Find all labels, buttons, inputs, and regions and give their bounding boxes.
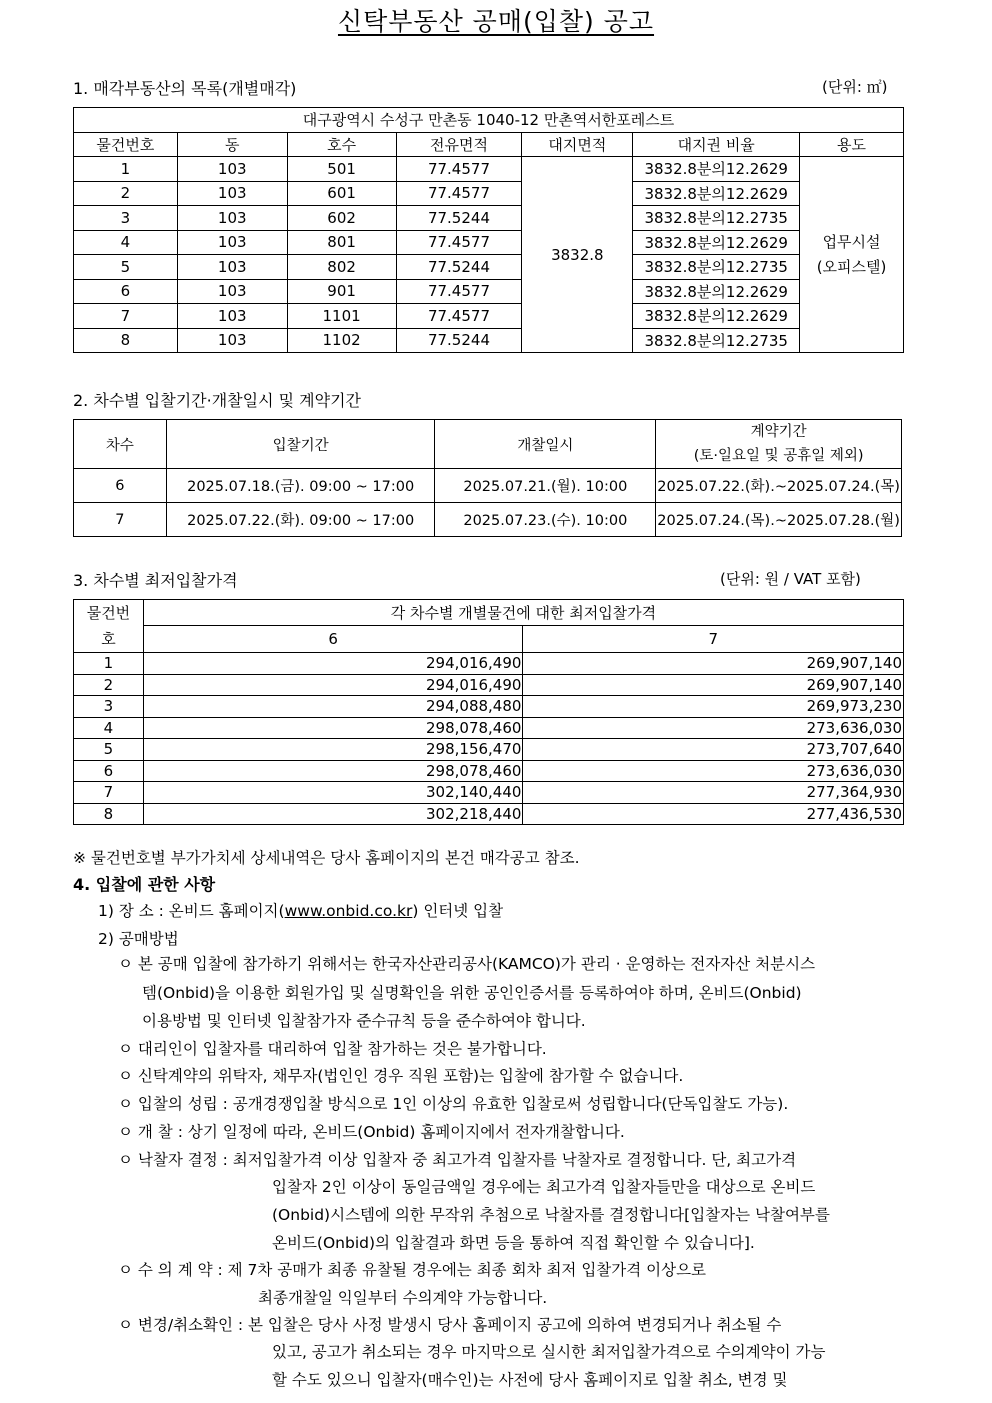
header-no-line2: 호 bbox=[101, 630, 116, 648]
ho-cell: 1101 bbox=[287, 304, 396, 329]
property-no: 4 bbox=[74, 717, 144, 739]
round-header: 6 bbox=[143, 625, 523, 652]
area-cell: 77.5244 bbox=[396, 328, 522, 353]
method-line: ㅇ 본 공매 입찰에 참가하기 위해서는 한국자산관리공사(KAMCO)가 관리 · 운영하는 전자자산 처분시스 bbox=[118, 955, 816, 973]
property-no: 8 bbox=[74, 803, 144, 825]
round-cell: 6 bbox=[74, 469, 167, 503]
section1-heading: 1. 매각부동산의 목록(개별매각) bbox=[73, 79, 297, 98]
section3-unit: (단위: 원 / VAT 포함) bbox=[720, 570, 861, 588]
price-round7: 277,436,530 bbox=[523, 803, 904, 825]
property-no: 7 bbox=[74, 304, 178, 329]
header-cell: 호수 bbox=[287, 132, 396, 157]
price-round7: 273,707,640 bbox=[523, 739, 904, 761]
table-header-row bbox=[74, 132, 904, 157]
property-no: 7 bbox=[74, 782, 144, 804]
ratio-cell: 3832.8분의12.2629 bbox=[633, 181, 800, 206]
property-list-table bbox=[73, 107, 904, 353]
vat-note: ※ 물건번호별 부가가치세 상세내역은 당사 홈페이지의 본건 매각공고 참조. bbox=[73, 849, 580, 867]
area-cell: 77.4577 bbox=[396, 181, 522, 206]
header-cell: 동 bbox=[177, 132, 287, 157]
table-row bbox=[74, 255, 904, 280]
dong-cell: 103 bbox=[177, 328, 287, 353]
table-row bbox=[74, 469, 902, 503]
method-line: (Onbid)시스템에 의한 무작위 추첨으로 낙찰자를 결정합니다[입찰자는 낙찰여부를 bbox=[272, 1206, 830, 1224]
section1-unit: (단위: ㎡) bbox=[822, 78, 888, 96]
price-round6: 302,218,440 bbox=[143, 803, 523, 825]
section4-heading: 4. 입찰에 관한 사항 bbox=[73, 875, 216, 894]
method-line: 온비드(Onbid)의 입찰결과 화면 등을 통하여 직접 확인할 수 있습니다]. bbox=[272, 1234, 755, 1252]
usage-cell bbox=[800, 157, 904, 353]
table-row bbox=[74, 328, 904, 353]
property-no: 1 bbox=[74, 653, 144, 675]
contract-header-line2: (토·일요일 및 공휴일 제외) bbox=[693, 448, 864, 464]
contract-cell: 2025.07.24.(목).~2025.07.28.(월) bbox=[656, 503, 902, 537]
area-cell: 77.5244 bbox=[396, 206, 522, 231]
ho-cell: 801 bbox=[287, 230, 396, 255]
table-row bbox=[74, 760, 904, 782]
method-line: 이용방법 및 인터넷 입찰참가자 준수규칙 등을 준수하여야 합니다. bbox=[142, 1012, 586, 1030]
method-line: ㅇ 낙찰자 결정 : 최저입찰가격 이상 입찰자 중 최고가격 입찰자를 낙찰자로 결정합니다. 단, 최고가격 bbox=[118, 1151, 797, 1169]
method-line: 있고, 공고가 취소되는 경우 마지막으로 실시한 최저입찰가격으로 수의계약이 가능 bbox=[272, 1343, 826, 1361]
table-row bbox=[74, 717, 904, 739]
ratio-cell: 3832.8분의12.2629 bbox=[633, 279, 800, 304]
price-round6: 294,016,490 bbox=[143, 653, 523, 675]
table-row bbox=[74, 279, 904, 304]
place-label: 1) 장 소 : bbox=[98, 902, 164, 920]
table-row bbox=[74, 181, 904, 206]
dong-cell: 103 bbox=[177, 206, 287, 231]
ratio-cell: 3832.8분의12.2735 bbox=[633, 206, 800, 231]
ratio-cell: 3832.8분의12.2629 bbox=[633, 304, 800, 329]
property-no: 2 bbox=[74, 181, 178, 206]
header-cell: 입찰기간 bbox=[166, 420, 435, 469]
area-cell: 77.4577 bbox=[396, 304, 522, 329]
header-no-line1: 물건번 bbox=[86, 604, 131, 622]
ho-cell: 901 bbox=[287, 279, 396, 304]
table-row bbox=[74, 696, 904, 718]
schedule-table bbox=[73, 419, 902, 537]
price-round7: 273,636,030 bbox=[523, 760, 904, 782]
header-cell: 대지면적 bbox=[522, 132, 633, 157]
opening-cell: 2025.07.23.(수). 10:00 bbox=[435, 503, 656, 537]
onbid-link[interactable]: www.onbid.co.kr bbox=[284, 902, 413, 920]
period-cell: 2025.07.18.(금). 09:00 ~ 17:00 bbox=[166, 469, 435, 503]
header-cell: 물건번호 bbox=[74, 132, 178, 157]
property-no: 5 bbox=[74, 739, 144, 761]
table-header-row bbox=[74, 420, 902, 469]
contract-header-line1: 계약기간 bbox=[750, 424, 807, 440]
table-row bbox=[74, 674, 904, 696]
header-cell: 개찰일시 bbox=[435, 420, 656, 469]
header-cell: 대지권 비율 bbox=[633, 132, 800, 157]
price-round6: 294,088,480 bbox=[143, 696, 523, 718]
table-header-row bbox=[74, 625, 904, 652]
section3-heading: 3. 차수별 최저입찰가격 bbox=[73, 571, 238, 590]
property-address: 대구광역시 수성구 만촌동 1040-12 만촌역서한포레스트 bbox=[74, 108, 904, 133]
price-round7: 277,364,930 bbox=[523, 782, 904, 804]
dong-cell: 103 bbox=[177, 181, 287, 206]
round-header: 7 bbox=[523, 625, 904, 652]
property-no: 3 bbox=[74, 696, 144, 718]
property-no: 3 bbox=[74, 206, 178, 231]
price-round6: 298,078,460 bbox=[143, 760, 523, 782]
property-no: 1 bbox=[74, 157, 178, 182]
header-cell: 차수 bbox=[74, 420, 167, 469]
method-label: 2) 공매방법 bbox=[98, 930, 179, 948]
table-row bbox=[74, 653, 904, 675]
round-cell: 7 bbox=[74, 503, 167, 537]
property-no: 5 bbox=[74, 255, 178, 280]
ho-cell: 501 bbox=[287, 157, 396, 182]
property-no: 6 bbox=[74, 760, 144, 782]
method-line: 템(Onbid)을 이용한 회원가입 및 실명확인을 위한 공인인증서를 등록하여야 하며, 온비드(Onbid) bbox=[142, 984, 802, 1002]
price-round7: 273,636,030 bbox=[523, 717, 904, 739]
table-header-row bbox=[74, 600, 904, 626]
property-no: 6 bbox=[74, 279, 178, 304]
header-cell bbox=[74, 600, 144, 653]
ratio-cell: 3832.8분의12.2735 bbox=[633, 255, 800, 280]
place-tail: ) 인터넷 입찰 bbox=[412, 902, 504, 920]
method-line: ㅇ 대리인이 입찰자를 대리하여 입찰 참가하는 것은 불가합니다. bbox=[118, 1040, 547, 1058]
area-cell: 77.4577 bbox=[396, 157, 522, 182]
land-area-cell: 3832.8 bbox=[522, 157, 633, 353]
header-cell: 각 차수별 개별물건에 대한 최저입찰가격 bbox=[143, 600, 903, 626]
contract-cell: 2025.07.22.(화).~2025.07.24.(목) bbox=[656, 469, 902, 503]
price-round7: 269,973,230 bbox=[523, 696, 904, 718]
table-row bbox=[74, 304, 904, 329]
page-title: 신탁부동산 공매(입찰) 공고 bbox=[337, 7, 655, 36]
ho-cell: 601 bbox=[287, 181, 396, 206]
method-line: 최종개찰일 익일부터 수의계약 가능합니다. bbox=[258, 1289, 548, 1307]
ho-cell: 802 bbox=[287, 255, 396, 280]
method-line: ㅇ 신탁계약의 위탁자, 채무자(법인인 경우 직원 포함)는 입찰에 참가할 수 없습니다. bbox=[118, 1067, 684, 1085]
dong-cell: 103 bbox=[177, 230, 287, 255]
method-line: ㅇ 개 찰 : 상기 일정에 따라, 온비드(Onbid) 홈페이지에서 전자개찰합니다. bbox=[118, 1123, 625, 1141]
dong-cell: 103 bbox=[177, 157, 287, 182]
dong-cell: 103 bbox=[177, 255, 287, 280]
ratio-cell: 3832.8분의12.2629 bbox=[633, 157, 800, 182]
table-row bbox=[74, 739, 904, 761]
method-line: 입찰자 2인 이상이 동일금액일 경우에는 최고가격 입찰자들만을 대상으로 온비드 bbox=[272, 1178, 816, 1196]
header-cell: 용도 bbox=[800, 132, 904, 157]
price-round7: 269,907,140 bbox=[523, 674, 904, 696]
table-row bbox=[74, 157, 904, 182]
method-line: ㅇ 변경/취소확인 : 본 입찰은 당사 사정 발생시 당사 홈페이지 공고에 의하여 변경되거나 취소될 수 bbox=[118, 1316, 782, 1334]
opening-cell: 2025.07.21.(월). 10:00 bbox=[435, 469, 656, 503]
method-line: 할 수도 있으니 입찰자(매수인)는 사전에 당사 홈페이지로 입찰 취소, 변경 및 bbox=[272, 1371, 788, 1389]
usage-line1: 업무시설 bbox=[822, 232, 881, 251]
price-round6: 298,078,460 bbox=[143, 717, 523, 739]
method-line: ㅇ 입찰의 성립 : 공개경쟁입찰 방식으로 1인 이상의 유효한 입찰로써 성립합니다(단독입찰도 가능). bbox=[118, 1095, 789, 1113]
section2-heading: 2. 차수별 입찰기간·개찰일시 및 계약기간 bbox=[73, 391, 361, 410]
table-row bbox=[74, 230, 904, 255]
ratio-cell: 3832.8분의12.2735 bbox=[633, 328, 800, 353]
ho-cell: 1102 bbox=[287, 328, 396, 353]
place-text: 온비드 홈페이지( bbox=[168, 902, 285, 920]
price-round7: 269,907,140 bbox=[523, 653, 904, 675]
price-round6: 302,140,440 bbox=[143, 782, 523, 804]
place-line bbox=[98, 899, 503, 924]
method-line: ㅇ 수 의 계 약 : 제 7차 공매가 최종 유찰될 경우에는 최종 회차 최저 입찰가격 이상으로 bbox=[118, 1261, 707, 1279]
property-no: 2 bbox=[74, 674, 144, 696]
dong-cell: 103 bbox=[177, 279, 287, 304]
ho-cell: 602 bbox=[287, 206, 396, 231]
table-row bbox=[74, 206, 904, 231]
property-no: 8 bbox=[74, 328, 178, 353]
ratio-cell: 3832.8분의12.2629 bbox=[633, 230, 800, 255]
area-cell: 77.4577 bbox=[396, 230, 522, 255]
usage-line2: (오피스텔) bbox=[816, 257, 887, 276]
price-round6: 298,156,470 bbox=[143, 739, 523, 761]
table-row bbox=[74, 803, 904, 825]
area-cell: 77.4577 bbox=[396, 279, 522, 304]
period-cell: 2025.07.22.(화). 09:00 ~ 17:00 bbox=[166, 503, 435, 537]
min-price-table bbox=[73, 599, 904, 825]
header-cell: 전유면적 bbox=[396, 132, 522, 157]
table-row bbox=[74, 782, 904, 804]
table-row bbox=[74, 503, 902, 537]
property-no: 4 bbox=[74, 230, 178, 255]
header-cell bbox=[656, 420, 902, 469]
area-cell: 77.5244 bbox=[396, 255, 522, 280]
dong-cell: 103 bbox=[177, 304, 287, 329]
price-round6: 294,016,490 bbox=[143, 674, 523, 696]
